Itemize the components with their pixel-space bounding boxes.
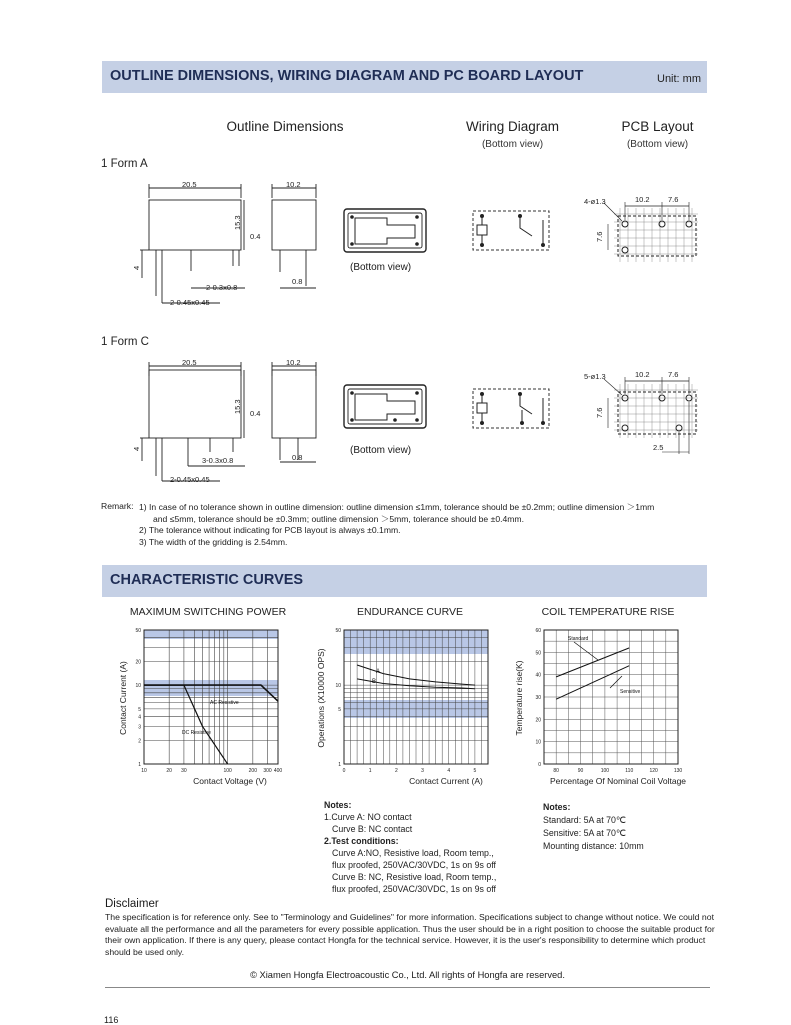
dim-standoff: 4 bbox=[132, 446, 141, 451]
x-tick-label: 100 bbox=[223, 768, 232, 774]
pcb-pitch-1: 10.2 bbox=[635, 195, 650, 204]
pcb-subheading: (Bottom view) bbox=[626, 139, 689, 150]
dim-08: 0.8 bbox=[292, 453, 303, 462]
chart-xlabel: Percentage Of Nominal Coil Voltage bbox=[549, 776, 687, 786]
page-number: 116 bbox=[104, 1015, 119, 1025]
form-a-label: 1 Form A bbox=[101, 158, 148, 170]
form-c-pcb-layout bbox=[580, 366, 710, 458]
y-tick-label: 10 bbox=[535, 739, 541, 746]
form-a-bottom-view-label: (Bottom view) bbox=[350, 262, 412, 273]
note-line: Curve B: NC contact bbox=[332, 824, 413, 834]
remark-2: 2) The tolerance without indicating for PCB layout is always ±0.1mm. bbox=[139, 525, 401, 535]
chart-power-title: MAXIMUM SWITCHING POWER bbox=[129, 606, 287, 618]
dim-pins-2: 2-0.45x0.45 bbox=[170, 298, 210, 307]
standard-label: Standard bbox=[568, 636, 589, 642]
dim-standoff: 4 bbox=[132, 265, 141, 270]
y-tick-label: 4 bbox=[138, 714, 141, 721]
dim-height: 15.3 bbox=[233, 215, 242, 230]
form-c-outline-drawing bbox=[130, 356, 330, 491]
chart-ylabel: Operations (X10000 OPS) bbox=[316, 648, 326, 748]
x-tick-label: 1 bbox=[368, 768, 372, 774]
dim-pins-1: 3-0.3x0.8 bbox=[202, 456, 234, 465]
x-tick-label: 0 bbox=[342, 768, 346, 774]
dim-depth: 10.2 bbox=[286, 180, 301, 189]
chart-xlabel: Contact Voltage (V) bbox=[193, 776, 267, 786]
pcb-pitch-2: 7.6 bbox=[668, 195, 679, 204]
pcb-pitch-v: 7.6 bbox=[595, 231, 604, 242]
standard-leader bbox=[574, 642, 598, 660]
dim-08: 0.8 bbox=[292, 277, 303, 286]
y-tick-label: 50 bbox=[135, 628, 141, 634]
y-tick-label: 1 bbox=[138, 762, 141, 768]
pcb-holes: 5-ø1.3 bbox=[584, 372, 606, 381]
pcb-pitch-25: 2.5 bbox=[653, 443, 664, 452]
dim-depth: 10.2 bbox=[286, 358, 301, 367]
form-c-bottom-view-label: (Bottom view) bbox=[350, 445, 412, 456]
note-line: Sensitive: 5A at 70℃ bbox=[543, 828, 626, 838]
remark-3: 3) The width of the gridding is 2.54mm. bbox=[139, 537, 288, 547]
dim-pins-2: 2-0.45x0.45 bbox=[170, 475, 210, 484]
dc-label: DC Resistive bbox=[182, 730, 211, 736]
form-a-wiring-diagram bbox=[470, 208, 552, 253]
x-tick-label: 130 bbox=[673, 768, 683, 774]
dim-pin: 0.4 bbox=[250, 409, 261, 418]
y-tick-label: 20 bbox=[135, 659, 141, 666]
note-line: Curve B: NC, Resistive load, Room temp., bbox=[332, 872, 497, 882]
chart-endurance-title: ENDURANCE CURVE bbox=[357, 606, 463, 618]
chart-power bbox=[110, 620, 290, 790]
dim-width: 20.5 bbox=[182, 180, 197, 189]
series-dc-resistive bbox=[144, 685, 228, 764]
x-tick-label: 300 bbox=[263, 768, 272, 774]
y-tick-label: 10 bbox=[335, 683, 341, 690]
copyright: © Xiamen Hongfa Electroacoustic Co., Ltd. All rights of Hongfa are reserved. bbox=[250, 970, 565, 980]
chart-endurance bbox=[310, 620, 500, 790]
wiring-heading: Wiring Diagram bbox=[465, 119, 560, 134]
pcb-pitch-v: 7.6 bbox=[595, 407, 604, 418]
section-banner-curves bbox=[102, 565, 707, 597]
disclaimer-title: Disclaimer bbox=[105, 898, 159, 910]
y-tick-label: 10 bbox=[135, 683, 141, 690]
y-tick-label: 20 bbox=[535, 717, 541, 724]
chart-xlabel: Contact Current (A) bbox=[409, 776, 483, 786]
section-banner-outline bbox=[102, 61, 707, 93]
form-c-bottom-view bbox=[343, 384, 427, 429]
note-line: flux proofed, 250VAC/30VDC, 1s on 9s off bbox=[332, 860, 496, 870]
x-tick-label: 200 bbox=[248, 768, 257, 774]
endurance-notes bbox=[324, 799, 496, 895]
curve-b-label: B bbox=[372, 679, 377, 685]
x-tick-label: 3 bbox=[421, 768, 424, 774]
pcb-pitch-1: 10.2 bbox=[635, 370, 650, 379]
dim-height: 15.3 bbox=[233, 399, 242, 414]
section-title: OUTLINE DIMENSIONS, WIRING DIAGRAM AND PC BOARD LAYOUT bbox=[110, 68, 584, 84]
sensitive-label: Sensitive bbox=[620, 689, 641, 695]
y-tick-label: 5 bbox=[338, 706, 341, 713]
y-tick-label: 0 bbox=[538, 762, 541, 768]
chart-band bbox=[144, 680, 278, 696]
disclaimer-body: The specification is for reference only. See to "Terminology and Guidelines" for more information. Specifications subject to change without notice. We could not evaluate all the performance and all the parameters for every possible application. Thus the user should be in a right position to choose the suitable product for their own application. If there is any query, please contact Hongfa for the technical service. However, it is the user's responsibility to determine which product should be used only. bbox=[105, 912, 715, 957]
y-tick-label: 40 bbox=[535, 672, 541, 679]
footer-divider bbox=[105, 987, 710, 988]
dim-pin: 0.4 bbox=[250, 232, 261, 241]
x-tick-label: 2 bbox=[394, 768, 398, 774]
section-title: CHARACTERISTIC CURVES bbox=[110, 572, 304, 588]
remark-1b: and ≤5mm, tolerance should be ±0.3mm; outline dimension ＞5mm, tolerance should be ±0.4mm. bbox=[153, 514, 524, 524]
ac-label: AC Resistive bbox=[210, 700, 239, 706]
y-tick-label: 1 bbox=[338, 762, 341, 768]
dim-pins-1: 2-0.3x0.8 bbox=[206, 283, 238, 292]
x-tick-label: 4 bbox=[447, 768, 451, 774]
chart-ylabel: Contact Current (A) bbox=[118, 661, 128, 735]
pcb-heading: PCB Layout bbox=[621, 119, 694, 134]
y-tick-label: 50 bbox=[535, 650, 541, 657]
note-line: 2.Test conditions: bbox=[324, 836, 399, 846]
notes-heading: Notes: bbox=[543, 802, 571, 812]
wiring-subheading: (Bottom view) bbox=[481, 139, 544, 150]
y-tick-label: 5 bbox=[138, 706, 141, 713]
x-tick-label: 100 bbox=[600, 768, 610, 774]
y-tick-label: 50 bbox=[335, 628, 341, 634]
y-tick-label: 60 bbox=[535, 628, 541, 634]
form-c-wiring-diagram bbox=[470, 386, 552, 431]
note-line: 1.Curve A: NO contact bbox=[324, 812, 412, 822]
temp-notes bbox=[543, 801, 644, 853]
chart-temp-title: COIL TEMPERATURE RISE bbox=[541, 606, 675, 618]
x-tick-label: 110 bbox=[625, 768, 634, 774]
pcb-holes: 4-ø1.3 bbox=[584, 197, 606, 206]
x-tick-label: 20 bbox=[166, 768, 172, 774]
note-line: Curve A:NO, Resistive load, Room temp., bbox=[332, 848, 494, 858]
outline-heading: Outline Dimensions bbox=[226, 119, 344, 134]
x-tick-label: 5 bbox=[473, 768, 477, 774]
chart-ylabel: Temperature rise(K) bbox=[514, 660, 524, 736]
dim-width: 20.5 bbox=[182, 358, 197, 367]
sensitive-leader bbox=[610, 676, 622, 688]
remark-1a: 1) In case of no tolerance shown in outline dimension: outline dimension ≤1mm, tolerance should be ±0.2mm; outline dimension ＞1mm bbox=[139, 502, 655, 512]
x-tick-label: 400 bbox=[273, 768, 283, 774]
chart-plot-frame bbox=[144, 630, 278, 764]
x-tick-label: 10 bbox=[141, 768, 147, 774]
note-line: Mounting distance: 10mm bbox=[543, 841, 644, 851]
chart-temp bbox=[510, 620, 710, 790]
unit-label: Unit: mm bbox=[657, 73, 701, 85]
y-tick-label: 2 bbox=[138, 738, 141, 745]
form-a-outline-drawing bbox=[130, 178, 330, 313]
form-a-bottom-view bbox=[343, 208, 427, 253]
remark-prefix: Remark: bbox=[101, 501, 134, 511]
form-a-pcb-layout bbox=[580, 190, 710, 265]
x-tick-label: 80 bbox=[553, 768, 559, 774]
y-tick-label: 30 bbox=[535, 695, 541, 701]
x-tick-label: 90 bbox=[577, 768, 584, 774]
x-tick-label: 120 bbox=[649, 768, 658, 774]
x-tick-label: 30 bbox=[181, 768, 187, 774]
form-c-label: 1 Form C bbox=[101, 336, 149, 348]
y-tick-label: 3 bbox=[138, 724, 141, 731]
pcb-pitch-2: 7.6 bbox=[668, 370, 679, 379]
curve-a-label: A bbox=[376, 669, 381, 675]
notes-heading: Notes: bbox=[324, 800, 352, 810]
note-line: Standard: 5A at 70℃ bbox=[543, 815, 626, 825]
note-line: flux proofed, 250VAC/30VDC, 1s on 9s off bbox=[332, 884, 496, 894]
